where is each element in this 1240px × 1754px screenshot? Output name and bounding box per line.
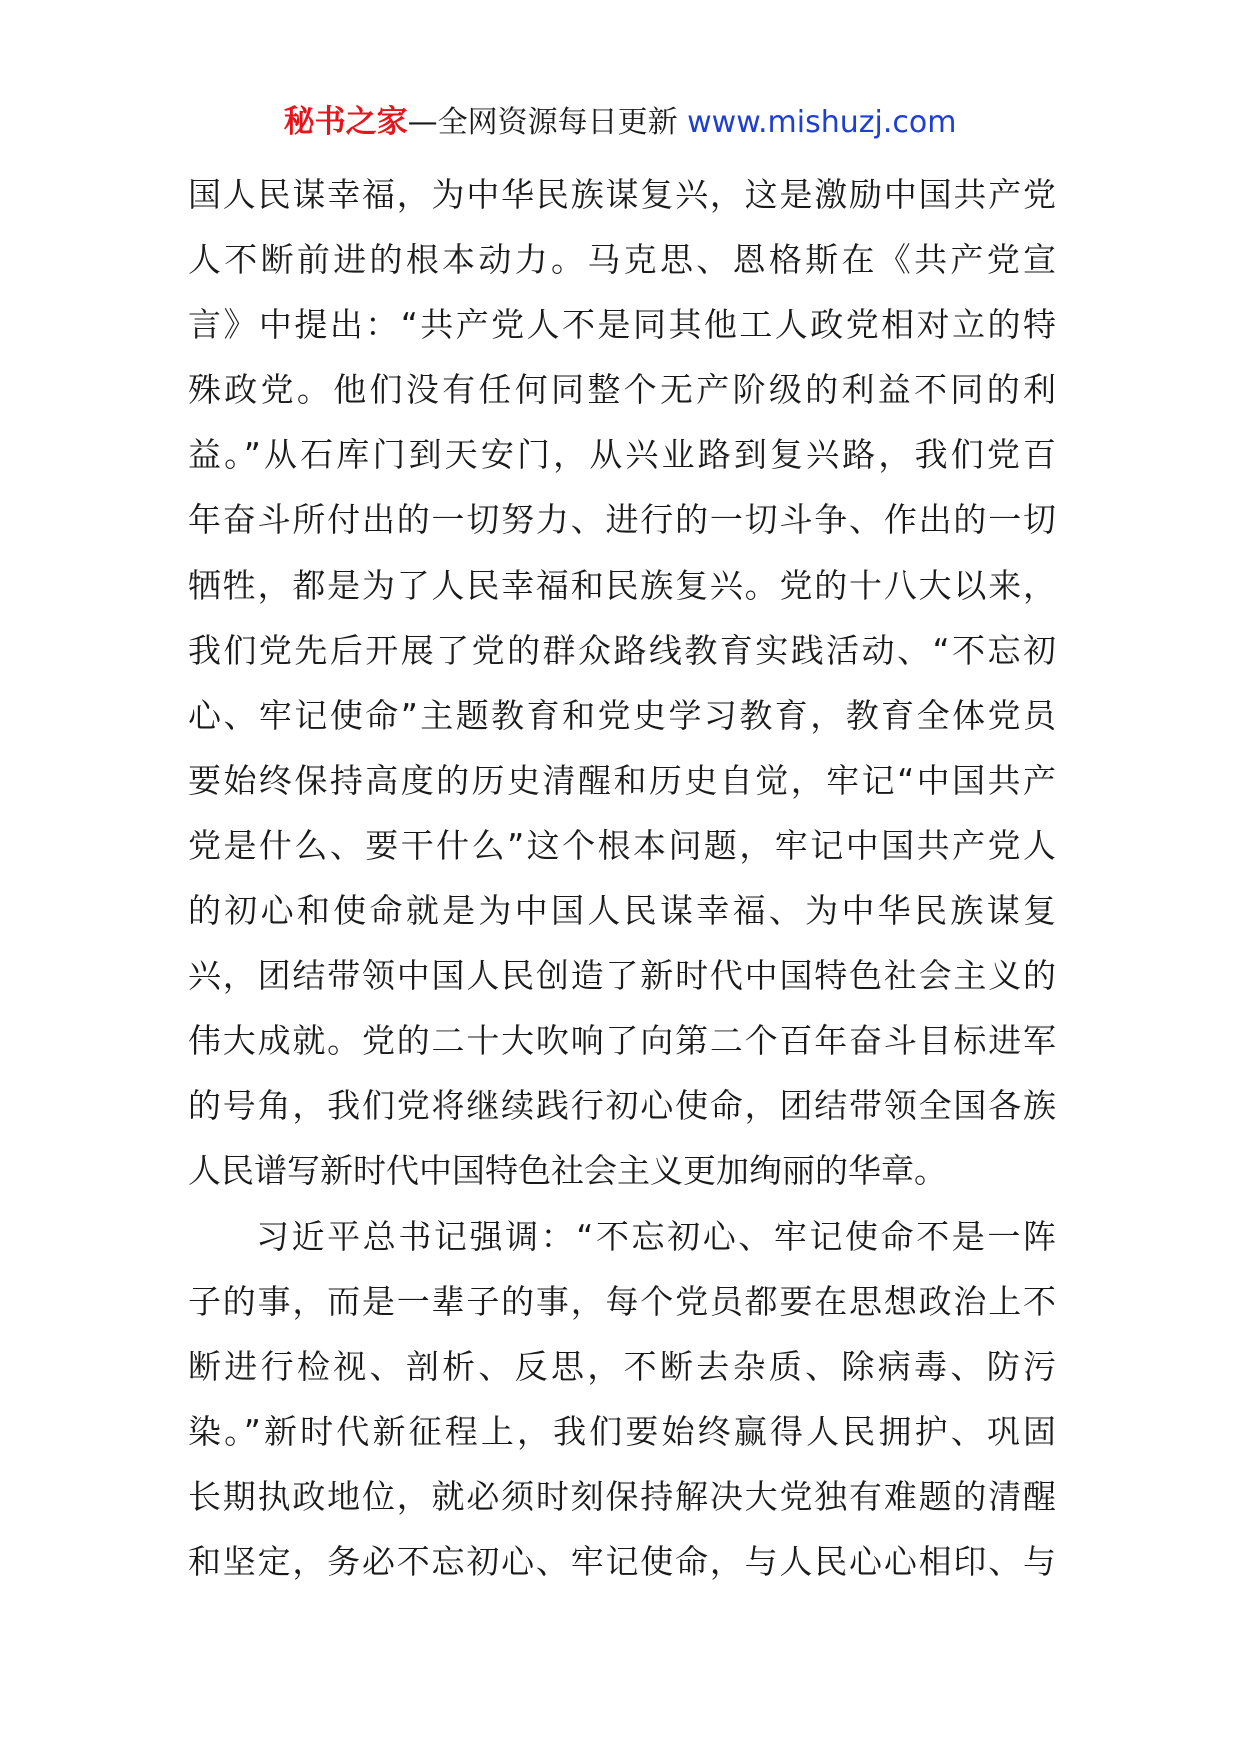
text-line: 的初心和使命就是为中国人民谋幸福、为中华民族谋复	[188, 891, 1056, 931]
text-line: 兴，团结带领中国人民创造了新时代中国特色社会主义的	[188, 956, 1056, 996]
text-line: 年奋斗所付出的一切努力、进行的一切斗争、作出的一切	[188, 500, 1056, 540]
text-line: 的号角，我们党将继续践行初心使命，团结带领全国各族	[188, 1086, 1056, 1126]
text-line: 染。”新时代新征程上，我们要始终赢得人民拥护、巩固	[188, 1411, 1056, 1451]
text-line: 要始终保持高度的历史清醒和历史自觉，牢记“中国共产	[188, 760, 1056, 800]
text-line: 心、牢记使命”主题教育和党史学习教育，教育全体党员	[188, 695, 1056, 735]
text-line: 人不断前进的根本动力。马克思、恩格斯在《共产党宣	[188, 240, 1056, 280]
text-line: 我们党先后开展了党的群众路线教育实践活动、“不忘初	[188, 630, 1056, 670]
text-line: 殊政党。他们没有任何同整个无产阶级的利益不同的利	[188, 370, 1056, 410]
body-text	[188, 162, 1056, 1594]
text-line: 益。”从石库门到天安门，从兴业路到复兴路，我们党百	[188, 435, 1056, 475]
text-line: 断进行检视、剖析、反思，不断去杂质、除病毒、防污	[188, 1346, 1056, 1386]
header-brand: 秘书之家	[283, 104, 408, 140]
text-line: 伟大成就。党的二十大吹响了向第二个百年奋斗目标进军	[188, 1021, 1056, 1061]
text-line: 言》中提出：“共产党人不是同其他工人政党相对立的特	[188, 305, 1056, 345]
text-line: 牺牲，都是为了人民幸福和民族复兴。党的十八大以来，	[188, 565, 1056, 605]
text-line: 和坚定，务必不忘初心、牢记使命，与人民心心相印、与	[188, 1541, 1056, 1581]
text-line: 人民谱写新时代中国特色社会主义更加绚丽的华章。	[188, 1151, 947, 1191]
header-url-link[interactable]: www.mishuzj.com	[687, 105, 957, 140]
text-line: 长期执政地位，就必须时刻保持解决大党独有难题的清醒	[188, 1476, 1056, 1516]
text-line: 党是什么、要干什么”这个根本问题，牢记中国共产党人	[188, 825, 1056, 865]
text-line: 子的事，而是一辈子的事，每个党员都要在思想政治上不	[188, 1281, 1056, 1321]
text-line: 习近平总书记强调：“不忘初心、牢记使命不是一阵	[256, 1216, 1056, 1256]
text-line: 国人民谋幸福，为中华民族谋复兴，这是激励中国共产党	[188, 175, 1056, 214]
page-header	[0, 100, 1240, 145]
header-tagline: —全网资源每日更新	[407, 105, 678, 140]
